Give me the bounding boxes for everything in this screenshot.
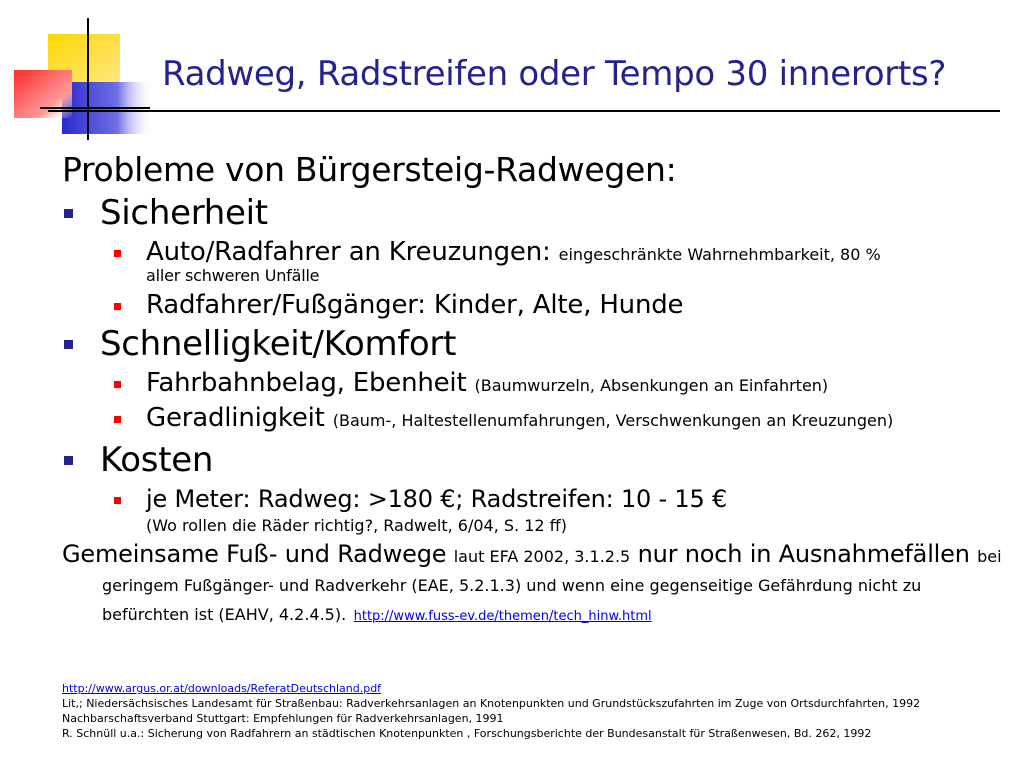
content-heading: Probleme von Bürgersteig-Radwegen:: [62, 150, 677, 189]
blue-bullet-icon: [64, 340, 73, 349]
argus-link[interactable]: http://www.argus.or.at/downloads/ReferatDeutschland.pdf: [62, 682, 382, 695]
title-divider: [48, 110, 1000, 112]
red-bullet-icon: [114, 497, 121, 504]
bullet-sicherheit: Sicherheit: [62, 190, 1002, 236]
blue-bullet-icon: [64, 456, 73, 465]
bullet-schnelligkeit: Schnelligkeit/Komfort: [62, 321, 1002, 367]
reference-line: Nachbarschaftsverband Stuttgart: Empfehlungen für Radverkehrsanlagen, 1991: [62, 712, 504, 725]
sub-bullet-geradlinigkeit: Geradlinigkeit (Baum-, Haltestellenumfahrungen, Verschwenkungen an Kreuzungen): [62, 402, 1002, 437]
reference-line: R. Schnüll u.a.: Sicherung von Radfahrern an städtischen Knotenpunkten , Forschungsberichte der Bundesanstalt für Straßenwesen, Bd. 262, 1992: [62, 727, 872, 740]
fuss-ev-link[interactable]: http://www.fuss-ev.de/themen/tech_hinw.html: [353, 609, 652, 624]
sub-bullet-kreuzungen: Auto/Radfahrer an Kreuzungen: eingeschränkte Wahrnehmbarkeit, 80 % aller schweren Unfälle: [62, 236, 1002, 285]
red-bullet-icon: [114, 250, 121, 257]
sub-bullet-fahrbahnbelag: Fahrbahnbelag, Ebenheit (Baumwurzeln, Absenkungen an Einfahrten): [62, 367, 1002, 402]
kosten-source: (Wo rollen die Räder richtig?, Radwelt, 6/04, S. 12 ff): [146, 516, 567, 535]
blue-bullet-icon: [64, 209, 73, 218]
slide-content: [62, 150, 1002, 630]
red-bullet-icon: [114, 303, 121, 310]
reference-line: Lit,; Niedersächsisches Landesamt für Straßenbau: Radverkehrsanlagen an Knotenpunkten und Grundstückszufahrten im Zuge von Ortsdurchfahrten, 1992: [62, 697, 921, 710]
conclusion-paragraph: Gemeinsame Fuß- und Radwege laut EFA 2002, 3.1.2.5 nur noch in Ausnahmefällen bei geringem Fußgänger- und Radverkehr (EAE, 5.2.1.3) und wenn eine gegenseitige Gefährdung nicht zu befürchten ist (EAHV, 4.2.4.5). http://www.fuss-ev.de/themen/tech_hinw.html: [62, 540, 1002, 624]
sub-bullet-fussgaenger: Radfahrer/Fußgänger: Kinder, Alte, Hunde: [62, 289, 1002, 321]
references: [62, 681, 1012, 741]
bullet-kosten: Kosten: [62, 437, 1002, 483]
corner-decoration: [0, 0, 160, 150]
sub-bullet-kosten: je Meter: Radweg: >180 €; Radstreifen: 10 - 15 €: [62, 483, 1002, 515]
red-bullet-icon: [114, 381, 121, 388]
red-bullet-icon: [114, 416, 121, 423]
slide-title: Radweg, Radstreifen oder Tempo 30 innerorts?: [162, 54, 947, 94]
